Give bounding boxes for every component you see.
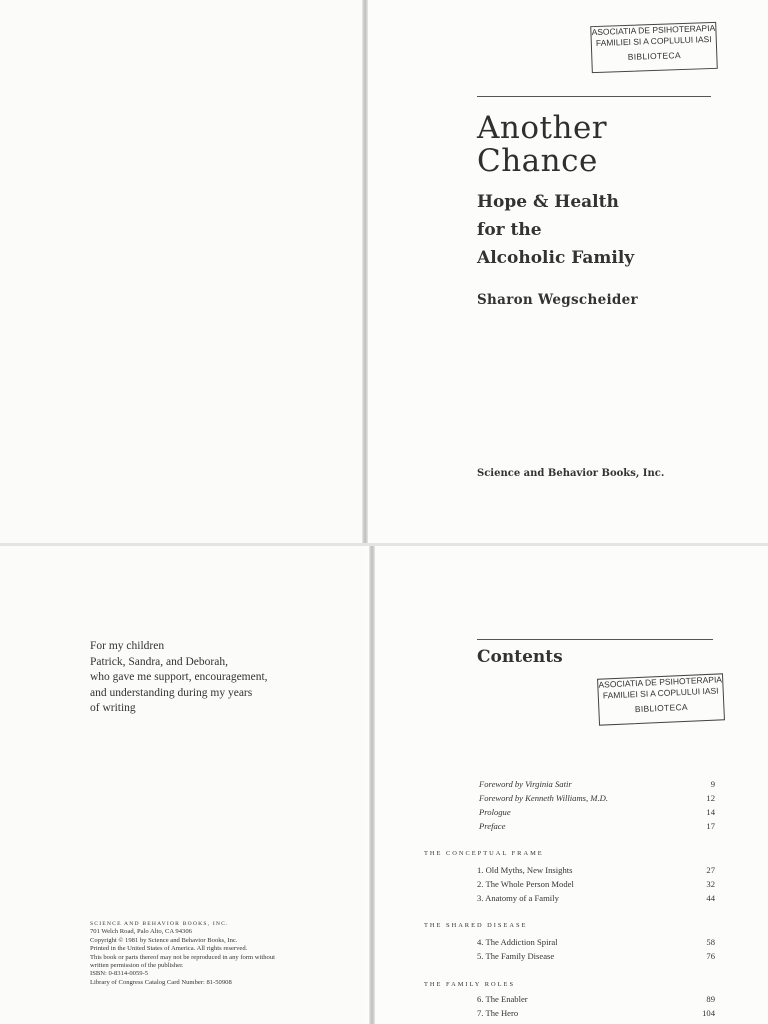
dedication-page — [0, 545, 365, 1024]
toc-entry-title: Foreword by Virginia Satir — [479, 779, 572, 789]
dedication-line: Patrick, Sandra, and Deborah, — [90, 655, 228, 668]
dedication-line: who gave me support, encouragement, — [90, 671, 268, 683]
toc-entry-title: 3. Anatomy of a Family — [477, 893, 559, 903]
publisher-name: Science and Behavior Books, Inc. — [477, 468, 665, 479]
title-line-1: Another — [477, 110, 608, 146]
toc-entry-title: 7. The Hero — [477, 1008, 519, 1018]
subtitle-line-1: Hope & Health — [477, 192, 619, 212]
imprint-line: Printed in the United States of America. All rights reserved. — [90, 945, 248, 953]
imprint-publisher: SCIENCE AND BEHAVIOR BOOKS, INC. — [90, 921, 229, 927]
toc-entry-page: 44 — [706, 893, 715, 903]
stamp-line-3: BIBLIOTECA — [627, 50, 681, 62]
toc-entry-title: Preface — [479, 821, 506, 831]
book-gutter — [362, 0, 368, 545]
imprint-line: This book or parts thereof may not be reproduced in any form without — [90, 953, 275, 961]
stamp-line-3: BIBLIOTECA — [634, 701, 689, 715]
toc-entry-page: 58 — [706, 937, 715, 947]
dedication-line: of writing — [90, 702, 136, 714]
toc-entry-title: 4. The Addiction Spiral — [477, 937, 558, 947]
imprint-line: Library of Congress Catalog Card Number: 81-50908 — [90, 978, 232, 986]
library-stamp — [597, 673, 725, 725]
contents-page — [365, 545, 768, 1024]
copyright-imprint — [90, 920, 275, 987]
title-page — [365, 0, 768, 545]
toc-section-heading: THE CONCEPTUAL FRAME — [424, 850, 544, 857]
toc-entry-title: 6. The Enabler — [477, 994, 528, 1004]
toc-entry-title: 2. The Whole Person Model — [477, 879, 574, 889]
library-stamp — [590, 22, 718, 73]
book-subtitle — [477, 188, 634, 272]
blank-page — [0, 0, 365, 545]
stamp-line-2: FAMILIEI SI A COPLULUI IASI — [595, 33, 712, 49]
toc-entry-title: 1. Old Myths, New Insights — [477, 865, 573, 875]
stamp-line-1: ASOCIATIA DE PSIHOTERAPIA — [591, 22, 716, 38]
title-rule — [477, 96, 711, 97]
subtitle-line-3: Alcoholic Family — [477, 248, 635, 268]
contents-heading: Contents — [477, 647, 563, 667]
imprint-line: ISBN: 0-8314-0059-5 — [90, 970, 149, 978]
toc-entry-title: Foreword by Kenneth Williams, M.D. — [479, 793, 608, 803]
toc-entry-page: 89 — [706, 994, 715, 1004]
toc-entry-page: 9 — [710, 779, 715, 789]
toc-section-heading: THE SHARED DISEASE — [424, 922, 528, 929]
toc-entry-page: 14 — [706, 807, 715, 817]
stamp-line-1: ASOCIATIA DE PSIHOTERAPIA — [598, 674, 723, 690]
toc-entry-page: 76 — [706, 951, 715, 961]
imprint-line: written permission of the publisher. — [90, 962, 184, 970]
title-line-2: Chance — [477, 143, 598, 179]
dedication — [90, 639, 268, 717]
dedication-line: and understanding during my years — [90, 686, 253, 699]
toc-entry-page: 104 — [702, 1008, 715, 1018]
scan-seam — [0, 543, 768, 546]
book-title — [477, 112, 607, 178]
book-gutter — [369, 545, 375, 1024]
toc-entry-title: 5. The Family Disease — [477, 951, 555, 961]
toc-entry-page: 12 — [706, 793, 715, 803]
subtitle-line-2: for the — [477, 220, 542, 240]
toc-entry-page: 17 — [706, 821, 715, 831]
imprint-line: Copyright © 1981 by Science and Behavior Books, Inc. — [90, 936, 238, 944]
toc-entry-page: 27 — [706, 865, 715, 875]
toc-entry-title: Prologue — [479, 807, 511, 817]
toc-section-heading: THE FAMILY ROLES — [424, 981, 516, 988]
author-name: Sharon Wegscheider — [477, 292, 638, 308]
toc-entry-page: 32 — [706, 879, 715, 889]
contents-rule — [477, 639, 713, 640]
dedication-line: For my children — [90, 640, 165, 652]
imprint-line: 701 Welch Road, Palo Alto, CA 94306 — [90, 928, 192, 936]
stamp-line-2: FAMILIEI SI A COPLULUI IASI — [602, 685, 719, 701]
